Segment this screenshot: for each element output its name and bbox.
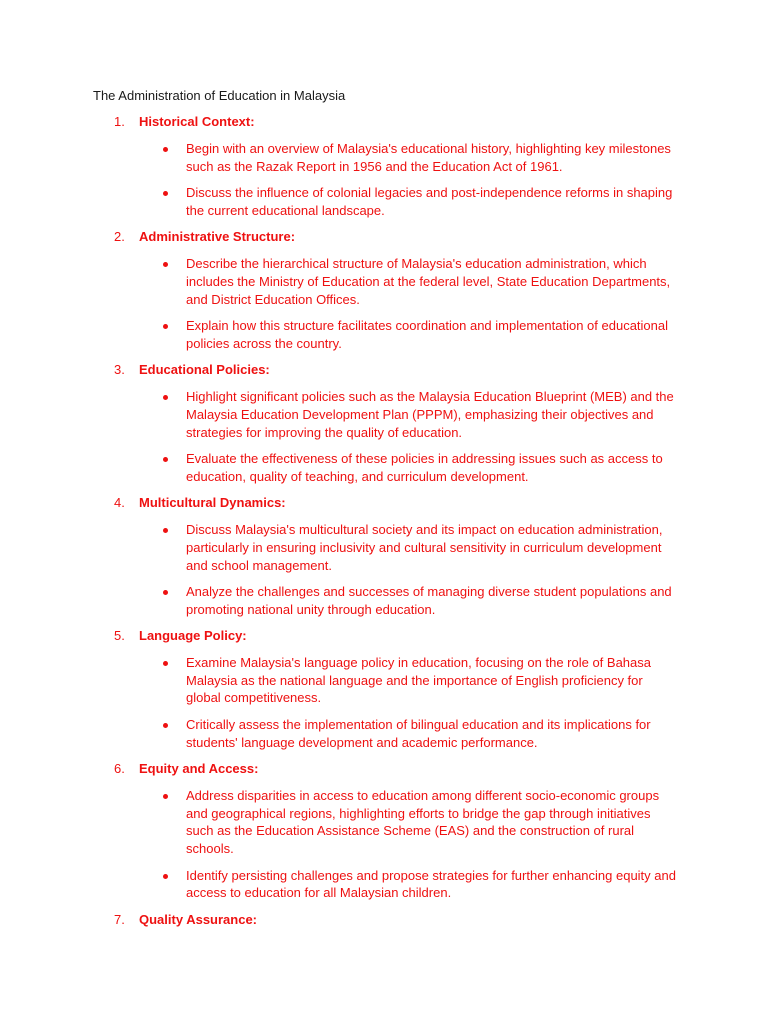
- bullet-text: Explain how this structure facilitates coordination and implementation of educational policies across the country.: [186, 318, 668, 351]
- section-educational-policies: [0, 361, 768, 485]
- list-item: [0, 317, 768, 352]
- list-item: [0, 867, 768, 902]
- section-heading: Equity and Access:: [139, 761, 259, 777]
- list-item: [0, 184, 768, 219]
- list-item: [0, 583, 768, 618]
- bullet-list: [0, 388, 768, 485]
- bullet-icon: [163, 590, 168, 595]
- section-multicultural-dynamics: [0, 494, 768, 618]
- bullet-icon: [163, 147, 168, 152]
- section-heading: Administrative Structure:: [139, 229, 296, 245]
- bullet-text: Highlight significant policies such as the Malaysia Education Blueprint (MEB) and the Malaysia Education Development Plan (PPPM), emphasizing their objectives and strategies for improving the quality of education.: [186, 389, 674, 440]
- section-historical-context: [0, 113, 768, 219]
- section-equity-and-access: [0, 760, 768, 902]
- list-item: [0, 521, 768, 574]
- section-heading-row: [0, 627, 768, 645]
- bullet-icon: [163, 191, 168, 196]
- bullet-text: Address disparities in access to education among different socio-economic groups and geographical regions, highlighting efforts to bridge the gap through initiatives such as the Education Assistance Scheme (EAS) and the construction of rural schools.: [186, 788, 660, 857]
- bullet-text: Identify persisting challenges and propose strategies for further enhancing equity and access to education for all Malaysian children.: [186, 867, 676, 901]
- section-list: [0, 113, 768, 938]
- section-heading-row: [0, 113, 768, 131]
- section-number: 4.: [114, 495, 125, 511]
- section-heading-row: [0, 911, 768, 929]
- section-language-policy: [0, 627, 768, 751]
- section-number: 5.: [114, 628, 125, 644]
- section-heading: Educational Policies:: [139, 362, 270, 378]
- bullet-text: Critically assess the implementation of bilingual education and its implications for students' language development and academic performance.: [186, 717, 651, 750]
- bullet-icon: [163, 457, 168, 462]
- list-item: [0, 255, 768, 308]
- section-number: 1.: [114, 114, 125, 129]
- bullet-icon: [163, 395, 168, 400]
- bullet-icon: [163, 324, 168, 329]
- section-number: 2.: [114, 229, 125, 245]
- bullet-list: [0, 654, 768, 751]
- section-heading: Historical Context:: [139, 114, 255, 129]
- section-heading-row: [0, 760, 768, 778]
- list-item: [0, 450, 768, 485]
- bullet-text: Begin with an overview of Malaysia's educational history, highlighting key milestones such as the Razak Report in 1956 and the Education Act of 1961.: [186, 141, 671, 174]
- section-heading-row: [0, 228, 768, 246]
- section-administrative-structure: [0, 228, 768, 352]
- section-number: 7.: [114, 911, 125, 927]
- bullet-list: [0, 787, 768, 902]
- bullet-icon: [163, 723, 168, 728]
- section-heading: Language Policy:: [139, 628, 247, 644]
- bullet-text: Describe the hierarchical structure of Malaysia's education administration, which includes the Ministry of Education at the federal level, State Education Departments, and District Education Offices.: [186, 256, 671, 307]
- document-title: The Administration of Education in Malaysia: [93, 88, 346, 103]
- bullet-icon: [163, 528, 168, 533]
- section-heading: Quality Assurance:: [139, 911, 258, 927]
- list-item: [0, 140, 768, 175]
- section-heading-row: [0, 494, 768, 512]
- bullet-icon: [163, 794, 168, 799]
- bullet-list: [0, 521, 768, 618]
- section-heading-row: [0, 361, 768, 379]
- bullet-list: [0, 140, 768, 219]
- list-item: [0, 654, 768, 707]
- bullet-text: Analyze the challenges and successes of managing diverse student populations and promoting national unity through education.: [186, 584, 672, 617]
- list-item: [0, 388, 768, 441]
- section-heading: Multicultural Dynamics:: [139, 495, 286, 511]
- bullet-text: Discuss Malaysia's multicultural society and its impact on education administration, particularly in ensuring inclusivity and cultural sensitivity in curriculum development and school management.: [186, 522, 663, 573]
- bullet-icon: [163, 262, 168, 267]
- section-number: 6.: [114, 761, 125, 777]
- bullet-text: Discuss the influence of colonial legacies and post-independence reforms in shaping the current educational landscape.: [186, 185, 673, 218]
- section-quality-assurance: [0, 911, 768, 929]
- section-number: 3.: [114, 362, 125, 378]
- list-item: [0, 787, 768, 857]
- bullet-text: Evaluate the effectiveness of these policies in addressing issues such as access to education, quality of teaching, and curriculum development.: [186, 451, 663, 484]
- bullet-icon: [163, 661, 168, 666]
- bullet-icon: [163, 874, 168, 879]
- bullet-text: Examine Malaysia's language policy in education, focusing on the role of Bahasa Malaysia as the national language and the importance of English proficiency for global competitiveness.: [186, 655, 651, 706]
- bullet-list: [0, 255, 768, 352]
- list-item: [0, 716, 768, 751]
